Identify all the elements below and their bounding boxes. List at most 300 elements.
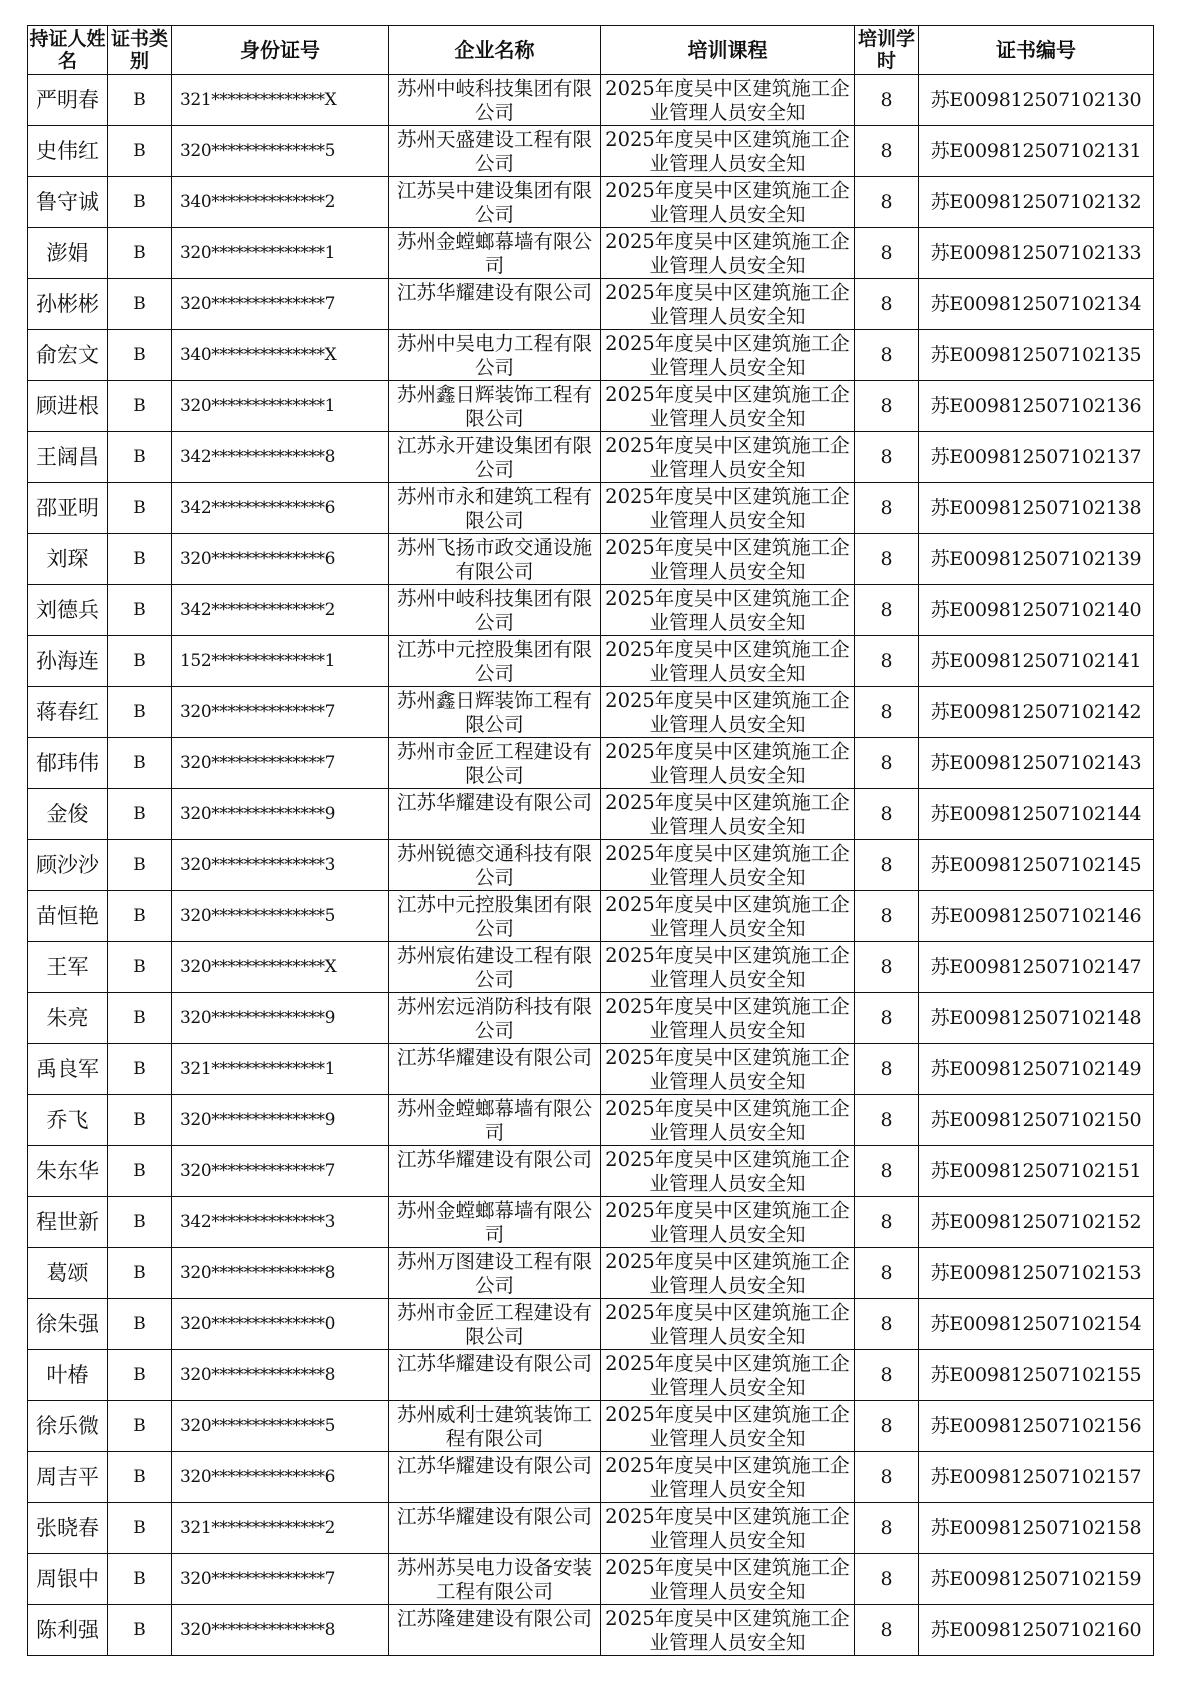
training-course-cell <box>601 738 855 789</box>
training-course: 2025年度吴中区建筑施工企业管理人员安全知 <box>605 230 850 277</box>
id-number-cell: 340**************2 <box>172 177 389 228</box>
certificate-category-cell: B <box>108 1044 172 1095</box>
training-course: 2025年度吴中区建筑施工企业管理人员安全知 <box>605 281 850 328</box>
certificate-category-cell: B <box>108 1554 172 1605</box>
company-name: 苏州天盛建设工程有限公司 <box>396 128 592 175</box>
company-name-cell <box>389 534 601 585</box>
certificate-category-cell: B <box>108 228 172 279</box>
training-course: 2025年度吴中区建筑施工企业管理人员安全知 <box>605 536 850 583</box>
training-course-cell <box>601 1554 855 1605</box>
training-hours-cell: 8 <box>855 177 919 228</box>
certificate-number-cell: 苏E009812507102141 <box>919 636 1154 687</box>
certificate-category-cell: B <box>108 942 172 993</box>
company-name-cell <box>389 891 601 942</box>
holder-name-cell: 郁玮伟 <box>28 738 108 789</box>
training-course: 2025年度吴中区建筑施工企业管理人员安全知 <box>605 587 850 634</box>
training-course-cell <box>601 534 855 585</box>
company-name: 江苏吴中建设集团有限公司 <box>396 179 592 226</box>
table-row <box>28 177 1154 228</box>
certificate-category-cell: B <box>108 687 172 738</box>
training-course-cell <box>601 789 855 840</box>
training-hours-cell: 8 <box>855 1197 919 1248</box>
training-hours-cell: 8 <box>855 381 919 432</box>
training-course: 2025年度吴中区建筑施工企业管理人员安全知 <box>605 332 850 379</box>
header-id-number: 身份证号 <box>172 26 389 75</box>
id-number-cell: 320**************6 <box>172 1452 389 1503</box>
certificate-category-cell: B <box>108 1248 172 1299</box>
id-number-cell: 320**************9 <box>172 789 389 840</box>
id-number-cell: 320**************X <box>172 942 389 993</box>
training-course: 2025年度吴中区建筑施工企业管理人员安全知 <box>605 740 850 787</box>
training-course-cell <box>601 279 855 330</box>
company-name-cell <box>389 1299 601 1350</box>
company-name: 苏州鑫日辉装饰工程有限公司 <box>396 383 592 430</box>
table-row <box>28 1503 1154 1554</box>
certificate-category-cell: B <box>108 1197 172 1248</box>
holder-name-cell: 张晓春 <box>28 1503 108 1554</box>
company-name-cell <box>389 636 601 687</box>
certificate-category-cell: B <box>108 1605 172 1656</box>
company-name: 苏州市永和建筑工程有限公司 <box>396 485 592 532</box>
company-name: 苏州中吴电力工程有限公司 <box>396 332 592 379</box>
company-name-cell <box>389 1401 601 1452</box>
id-number-cell: 320**************8 <box>172 1248 389 1299</box>
company-name: 苏州万图建设工程有限公司 <box>396 1250 592 1297</box>
training-hours-cell: 8 <box>855 1554 919 1605</box>
training-hours-cell: 8 <box>855 1299 919 1350</box>
training-course-cell <box>601 585 855 636</box>
certificate-number-cell: 苏E009812507102131 <box>919 126 1154 177</box>
training-course: 2025年度吴中区建筑施工企业管理人员安全知 <box>605 1148 850 1195</box>
certificate-number-cell: 苏E009812507102151 <box>919 1146 1154 1197</box>
header-course: 培训课程 <box>601 26 855 75</box>
id-number-cell: 320**************8 <box>172 1350 389 1401</box>
certificate-number-cell: 苏E009812507102137 <box>919 432 1154 483</box>
table-header <box>28 26 1154 75</box>
company-name-cell <box>389 1350 601 1401</box>
certificate-category-cell: B <box>108 177 172 228</box>
training-course: 2025年度吴中区建筑施工企业管理人员安全知 <box>605 1250 850 1297</box>
training-hours-cell: 8 <box>855 1248 919 1299</box>
id-number-cell: 320**************5 <box>172 126 389 177</box>
certificate-number-cell: 苏E009812507102153 <box>919 1248 1154 1299</box>
training-course: 2025年度吴中区建筑施工企业管理人员安全知 <box>605 128 850 175</box>
training-course-cell <box>601 1503 855 1554</box>
training-course-cell <box>601 75 855 126</box>
id-number-cell: 320**************1 <box>172 228 389 279</box>
certificate-number-cell: 苏E009812507102145 <box>919 840 1154 891</box>
training-course-cell <box>601 1605 855 1656</box>
certificate-number-cell: 苏E009812507102147 <box>919 942 1154 993</box>
holder-name-cell: 史伟红 <box>28 126 108 177</box>
holder-name-cell: 王军 <box>28 942 108 993</box>
company-name: 苏州鑫日辉装饰工程有限公司 <box>396 689 592 736</box>
training-course: 2025年度吴中区建筑施工企业管理人员安全知 <box>605 1199 850 1246</box>
table-row <box>28 1197 1154 1248</box>
company-name: 江苏华耀建设有限公司 <box>396 1454 592 1477</box>
training-hours-cell: 8 <box>855 585 919 636</box>
training-hours-cell: 8 <box>855 1146 919 1197</box>
certificate-number-cell: 苏E009812507102143 <box>919 738 1154 789</box>
training-hours-cell: 8 <box>855 738 919 789</box>
company-name-cell <box>389 1095 601 1146</box>
company-name-cell <box>389 483 601 534</box>
training-hours-cell: 8 <box>855 1401 919 1452</box>
certificate-number-cell: 苏E009812507102139 <box>919 534 1154 585</box>
table-row <box>28 1401 1154 1452</box>
id-number-cell: 320**************9 <box>172 1095 389 1146</box>
certificate-category-cell: B <box>108 1350 172 1401</box>
holder-name-cell: 金俊 <box>28 789 108 840</box>
header-category: 证书类别 <box>108 26 172 75</box>
certificate-category-cell: B <box>108 1299 172 1350</box>
training-course-cell <box>601 687 855 738</box>
holder-name-cell: 邵亚明 <box>28 483 108 534</box>
training-course-cell <box>601 840 855 891</box>
id-number-cell: 321**************2 <box>172 1503 389 1554</box>
training-course: 2025年度吴中区建筑施工企业管理人员安全知 <box>605 1607 850 1654</box>
company-name: 江苏华耀建设有限公司 <box>396 1046 592 1069</box>
training-course-cell <box>601 1044 855 1095</box>
company-name: 苏州飞扬市政交通设施有限公司 <box>396 536 592 583</box>
training-course-cell <box>601 1350 855 1401</box>
training-hours-cell: 8 <box>855 1503 919 1554</box>
company-name: 江苏中元控股集团有限公司 <box>396 893 592 940</box>
id-number-cell: 320**************5 <box>172 1401 389 1452</box>
id-number-cell: 320**************9 <box>172 993 389 1044</box>
table-row <box>28 789 1154 840</box>
company-name-cell <box>389 585 601 636</box>
id-number-cell: 320**************8 <box>172 1605 389 1656</box>
certificate-number-cell: 苏E009812507102160 <box>919 1605 1154 1656</box>
training-hours-cell: 8 <box>855 330 919 381</box>
training-course: 2025年度吴中区建筑施工企业管理人员安全知 <box>605 1301 850 1348</box>
company-name: 江苏华耀建设有限公司 <box>396 791 592 814</box>
training-hours-cell: 8 <box>855 1452 919 1503</box>
certificate-category-cell: B <box>108 330 172 381</box>
table-row <box>28 1299 1154 1350</box>
certificate-category-cell: B <box>108 993 172 1044</box>
holder-name-cell: 程世新 <box>28 1197 108 1248</box>
training-course-cell <box>601 636 855 687</box>
certificate-number-cell: 苏E009812507102148 <box>919 993 1154 1044</box>
certificate-category-cell: B <box>108 1452 172 1503</box>
training-course-cell <box>601 1401 855 1452</box>
training-course-cell <box>601 1197 855 1248</box>
certificate-category-cell: B <box>108 279 172 330</box>
certificate-number-cell: 苏E009812507102155 <box>919 1350 1154 1401</box>
training-hours-cell: 8 <box>855 891 919 942</box>
id-number-cell: 321**************X <box>172 75 389 126</box>
holder-name-cell: 严明春 <box>28 75 108 126</box>
training-hours-cell: 8 <box>855 75 919 126</box>
id-number-cell: 320**************7 <box>172 738 389 789</box>
table-row <box>28 891 1154 942</box>
company-name: 江苏隆建建设有限公司 <box>396 1607 592 1630</box>
certificate-category-cell: B <box>108 738 172 789</box>
training-course-cell <box>601 1095 855 1146</box>
id-number-cell: 321**************1 <box>172 1044 389 1095</box>
training-course-cell <box>601 381 855 432</box>
training-course-cell <box>601 177 855 228</box>
training-hours-cell: 8 <box>855 687 919 738</box>
holder-name-cell: 顾进根 <box>28 381 108 432</box>
training-course: 2025年度吴中区建筑施工企业管理人员安全知 <box>605 1403 850 1450</box>
id-number-cell: 342**************6 <box>172 483 389 534</box>
training-course-cell <box>601 993 855 1044</box>
id-number-cell: 340**************X <box>172 330 389 381</box>
holder-name-cell: 孙海连 <box>28 636 108 687</box>
training-course-cell <box>601 1248 855 1299</box>
certificate-category-cell: B <box>108 1095 172 1146</box>
table-row <box>28 279 1154 330</box>
company-name: 苏州中岐科技集团有限公司 <box>396 587 592 634</box>
holder-name-cell: 孙彬彬 <box>28 279 108 330</box>
training-hours-cell: 8 <box>855 432 919 483</box>
holder-name-cell: 葛颂 <box>28 1248 108 1299</box>
training-course: 2025年度吴中区建筑施工企业管理人员安全知 <box>605 485 850 532</box>
company-name: 江苏华耀建设有限公司 <box>396 1148 592 1171</box>
table-row <box>28 1044 1154 1095</box>
training-hours-cell: 8 <box>855 1044 919 1095</box>
company-name: 苏州宸佑建设工程有限公司 <box>396 944 592 991</box>
certificate-category-cell: B <box>108 432 172 483</box>
company-name-cell <box>389 942 601 993</box>
certificate-category-cell: B <box>108 1401 172 1452</box>
company-name: 苏州市金匠工程建设有限公司 <box>396 1301 592 1348</box>
training-hours-cell: 8 <box>855 840 919 891</box>
company-name-cell <box>389 177 601 228</box>
table-row <box>28 330 1154 381</box>
training-course-cell <box>601 1299 855 1350</box>
company-name: 江苏中元控股集团有限公司 <box>396 638 592 685</box>
id-number-cell: 320**************7 <box>172 1554 389 1605</box>
training-course: 2025年度吴中区建筑施工企业管理人员安全知 <box>605 1097 850 1144</box>
holder-name-cell: 顾沙沙 <box>28 840 108 891</box>
table-row <box>28 1350 1154 1401</box>
training-hours-cell: 8 <box>855 1605 919 1656</box>
table-row <box>28 534 1154 585</box>
company-name: 江苏华耀建设有限公司 <box>396 281 592 304</box>
id-number-cell: 342**************2 <box>172 585 389 636</box>
training-course-cell <box>601 126 855 177</box>
training-course: 2025年度吴中区建筑施工企业管理人员安全知 <box>605 1505 850 1552</box>
certificate-number-cell: 苏E009812507102132 <box>919 177 1154 228</box>
table-row <box>28 687 1154 738</box>
certificate-number-cell: 苏E009812507102150 <box>919 1095 1154 1146</box>
header-name: 持证人姓名 <box>28 26 108 75</box>
certificate-number-cell: 苏E009812507102159 <box>919 1554 1154 1605</box>
company-name-cell <box>389 1503 601 1554</box>
holder-name-cell: 徐乐微 <box>28 1401 108 1452</box>
holder-name-cell: 刘琛 <box>28 534 108 585</box>
certificate-category-cell: B <box>108 126 172 177</box>
certificate-category-cell: B <box>108 1146 172 1197</box>
training-course: 2025年度吴中区建筑施工企业管理人员安全知 <box>605 1454 850 1501</box>
id-number-cell: 342**************3 <box>172 1197 389 1248</box>
training-course: 2025年度吴中区建筑施工企业管理人员安全知 <box>605 944 850 991</box>
certificate-number-cell: 苏E009812507102144 <box>919 789 1154 840</box>
holder-name-cell: 周银中 <box>28 1554 108 1605</box>
table-row <box>28 1095 1154 1146</box>
certificate-category-cell: B <box>108 1503 172 1554</box>
company-name-cell <box>389 840 601 891</box>
company-name: 苏州市金匠工程建设有限公司 <box>396 740 592 787</box>
training-hours-cell: 8 <box>855 1095 919 1146</box>
company-name-cell <box>389 381 601 432</box>
certificate-number-cell: 苏E009812507102157 <box>919 1452 1154 1503</box>
id-number-cell: 320**************7 <box>172 1146 389 1197</box>
certificate-category-cell: B <box>108 381 172 432</box>
certificate-number-cell: 苏E009812507102154 <box>919 1299 1154 1350</box>
training-hours-cell: 8 <box>855 126 919 177</box>
training-course: 2025年度吴中区建筑施工企业管理人员安全知 <box>605 689 850 736</box>
company-name: 苏州金螳螂幕墙有限公司 <box>396 1199 592 1246</box>
id-number-cell: 320**************0 <box>172 1299 389 1350</box>
id-number-cell: 320**************6 <box>172 534 389 585</box>
company-name-cell <box>389 738 601 789</box>
company-name-cell <box>389 993 601 1044</box>
company-name-cell <box>389 126 601 177</box>
training-hours-cell: 8 <box>855 534 919 585</box>
company-name: 江苏华耀建设有限公司 <box>396 1352 592 1375</box>
training-course-cell <box>601 432 855 483</box>
certificate-number-cell: 苏E009812507102156 <box>919 1401 1154 1452</box>
certificate-number-cell: 苏E009812507102136 <box>919 381 1154 432</box>
table-row <box>28 126 1154 177</box>
table-row <box>28 585 1154 636</box>
table-row <box>28 1452 1154 1503</box>
holder-name-cell: 周吉平 <box>28 1452 108 1503</box>
training-course-cell <box>601 1452 855 1503</box>
company-name: 苏州中岐科技集团有限公司 <box>396 77 592 124</box>
training-course: 2025年度吴中区建筑施工企业管理人员安全知 <box>605 1352 850 1399</box>
id-number-cell: 320**************7 <box>172 279 389 330</box>
table-row <box>28 228 1154 279</box>
training-hours-cell: 8 <box>855 483 919 534</box>
certificate-category-cell: B <box>108 585 172 636</box>
holder-name-cell: 叶椿 <box>28 1350 108 1401</box>
table-row <box>28 1146 1154 1197</box>
holder-name-cell: 徐朱强 <box>28 1299 108 1350</box>
training-course: 2025年度吴中区建筑施工企业管理人员安全知 <box>605 179 850 226</box>
table-row <box>28 942 1154 993</box>
company-name-cell <box>389 228 601 279</box>
training-hours-cell: 8 <box>855 636 919 687</box>
table-row <box>28 840 1154 891</box>
company-name-cell <box>389 1605 601 1656</box>
holder-name-cell: 蒋春红 <box>28 687 108 738</box>
holder-name-cell: 陈利强 <box>28 1605 108 1656</box>
certificate-number-cell: 苏E009812507102130 <box>919 75 1154 126</box>
training-hours-cell: 8 <box>855 789 919 840</box>
holder-name-cell: 澎娟 <box>28 228 108 279</box>
training-hours-cell: 8 <box>855 279 919 330</box>
header-certificate-no: 证书编号 <box>919 26 1154 75</box>
table-row <box>28 381 1154 432</box>
company-name: 苏州威利士建筑装饰工程有限公司 <box>396 1403 592 1450</box>
training-hours-cell: 8 <box>855 1350 919 1401</box>
training-course-cell <box>601 330 855 381</box>
training-course: 2025年度吴中区建筑施工企业管理人员安全知 <box>605 77 850 124</box>
certificate-category-cell: B <box>108 534 172 585</box>
company-name: 江苏华耀建设有限公司 <box>396 1505 592 1528</box>
holder-name-cell: 禹良军 <box>28 1044 108 1095</box>
table-row <box>28 1554 1154 1605</box>
id-number-cell: 342**************8 <box>172 432 389 483</box>
certificate-number-cell: 苏E009812507102146 <box>919 891 1154 942</box>
training-course: 2025年度吴中区建筑施工企业管理人员安全知 <box>605 842 850 889</box>
table-row <box>28 993 1154 1044</box>
training-course: 2025年度吴中区建筑施工企业管理人员安全知 <box>605 995 850 1042</box>
company-name-cell <box>389 1452 601 1503</box>
table-row <box>28 636 1154 687</box>
holder-name-cell: 苗恒艳 <box>28 891 108 942</box>
company-name-cell <box>389 75 601 126</box>
training-course-cell <box>601 1146 855 1197</box>
certificate-number-cell: 苏E009812507102134 <box>919 279 1154 330</box>
certificate-number-cell: 苏E009812507102142 <box>919 687 1154 738</box>
company-name: 苏州宏远消防科技有限公司 <box>396 995 592 1042</box>
training-course: 2025年度吴中区建筑施工企业管理人员安全知 <box>605 383 850 430</box>
certificate-category-cell: B <box>108 789 172 840</box>
certificate-category-cell: B <box>108 483 172 534</box>
training-course-cell <box>601 942 855 993</box>
certificate-number-cell: 苏E009812507102140 <box>919 585 1154 636</box>
table-body <box>28 75 1154 1656</box>
training-course-cell <box>601 483 855 534</box>
holder-name-cell: 朱东华 <box>28 1146 108 1197</box>
table-row <box>28 738 1154 789</box>
company-name-cell <box>389 1248 601 1299</box>
certificate-table <box>27 25 1154 1656</box>
company-name-cell <box>389 330 601 381</box>
company-name: 苏州锐德交通科技有限公司 <box>396 842 592 889</box>
training-hours-cell: 8 <box>855 993 919 1044</box>
company-name-cell <box>389 1197 601 1248</box>
company-name-cell <box>389 1554 601 1605</box>
header-company: 企业名称 <box>389 26 601 75</box>
certificate-number-cell: 苏E009812507102158 <box>919 1503 1154 1554</box>
training-hours-cell: 8 <box>855 228 919 279</box>
certificate-category-cell: B <box>108 840 172 891</box>
id-number-cell: 320**************5 <box>172 891 389 942</box>
company-name-cell <box>389 432 601 483</box>
id-number-cell: 320**************3 <box>172 840 389 891</box>
table-row <box>28 1605 1154 1656</box>
table-row <box>28 483 1154 534</box>
company-name: 江苏永开建设集团有限公司 <box>396 434 592 481</box>
holder-name-cell: 刘德兵 <box>28 585 108 636</box>
certificate-category-cell: B <box>108 891 172 942</box>
table-row <box>28 432 1154 483</box>
training-course: 2025年度吴中区建筑施工企业管理人员安全知 <box>605 638 850 685</box>
header-hours: 培训学时 <box>855 26 919 75</box>
certificate-number-cell: 苏E009812507102152 <box>919 1197 1154 1248</box>
header-row <box>28 26 1154 75</box>
company-name-cell <box>389 789 601 840</box>
certificate-category-cell: B <box>108 636 172 687</box>
company-name-cell <box>389 687 601 738</box>
certificate-number-cell: 苏E009812507102138 <box>919 483 1154 534</box>
training-course: 2025年度吴中区建筑施工企业管理人员安全知 <box>605 1556 850 1603</box>
holder-name-cell: 乔飞 <box>28 1095 108 1146</box>
table-row <box>28 75 1154 126</box>
company-name-cell <box>389 279 601 330</box>
training-course-cell <box>601 891 855 942</box>
company-name-cell <box>389 1146 601 1197</box>
training-course-cell <box>601 228 855 279</box>
